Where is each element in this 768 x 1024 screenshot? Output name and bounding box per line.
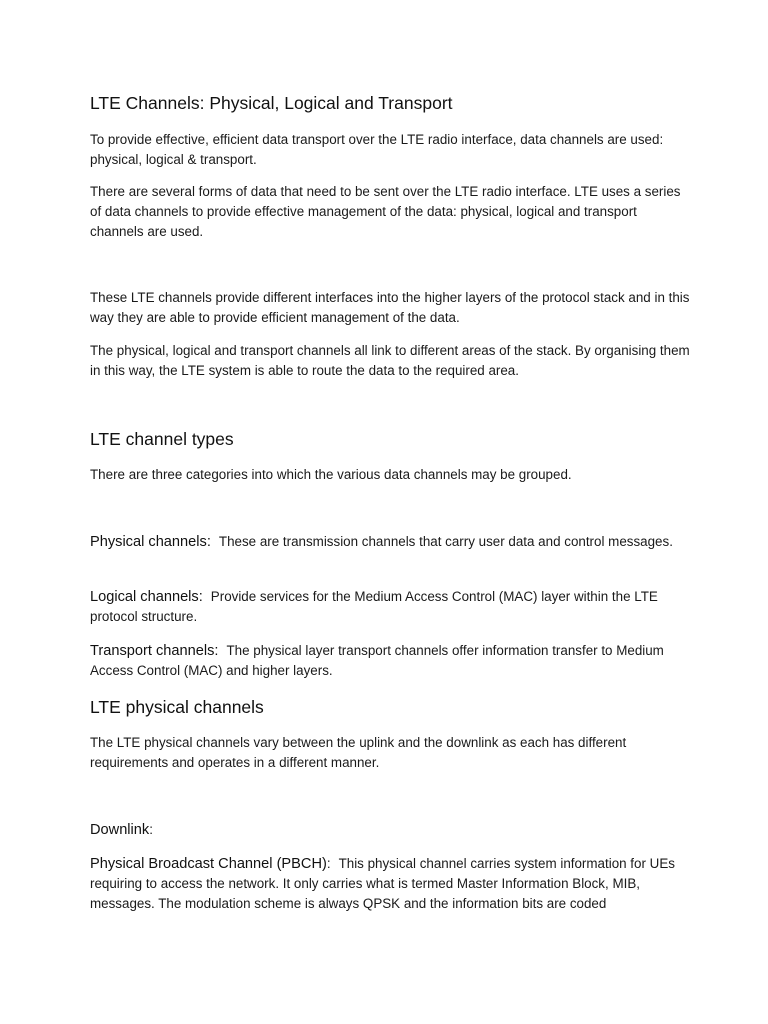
pbch-text: This physical channel carries system information for UEs requiring to access the network. It only carries what is termed Master Information Block, MIB, messages. The modulation scheme is always QPSK and the information bits are coded — [90, 856, 675, 911]
pbch-definition: Physical Broadcast Channel (PBCH): This physical channel carries system information for UEs requiring to access the network. It only carries what is termed Master Information Block, MIB, messages. The modulation scheme is always QPSK and the information bits are coded — [90, 856, 675, 911]
channel-types-paragraph: There are three categories into which the various data channels may be grouped. — [90, 467, 572, 482]
intro-paragraph-3: These LTE channels provide different interfaces into the higher layers of the protocol stack and in this way they are able to provide efficient management of the data. — [90, 290, 690, 325]
transport-channels-definition: Transport channels: The physical layer transport channels offer information transfer to Medium Access Control (MAC) and higher layers. — [90, 643, 664, 678]
transport-channels-text: The physical layer transport channels offer information transfer to Medium Access Control (MAC) and higher layers. — [90, 643, 664, 678]
physical-channels-term: Physical channels — [90, 534, 207, 550]
physical-channels-text: These are transmission channels that carry user data and control messages. — [218, 534, 673, 549]
document-title: LTE Channels: Physical, Logical and Transport — [90, 93, 453, 113]
physical-channels-definition: Physical channels: These are transmission channels that carry user data and control messages. — [90, 534, 673, 550]
logical-channels-text: Provide services for the Medium Access Control (MAC) layer within the LTE protocol structure. — [90, 589, 658, 624]
pbch-term: Physical Broadcast Channel (PBCH) — [90, 856, 327, 872]
downlink-heading: Downlink: — [90, 822, 153, 838]
logical-channels-term: Logical channels — [90, 589, 199, 605]
transport-channels-term: Transport channels — [90, 643, 215, 659]
logical-channels-definition: Logical channels: Provide services for the Medium Access Control (MAC) layer within the LTE protocol structure. — [90, 589, 658, 624]
downlink-label: Downlink — [90, 822, 150, 838]
physical-channels-paragraph: The LTE physical channels vary between the uplink and the downlink as each has different requirements and operates in a different manner. — [90, 735, 627, 770]
intro-paragraph-2: There are several forms of data that need to be sent over the LTE radio interface. LTE uses a series of data channels to provide effective management of the data: physical, logical and transport channels are used. — [90, 184, 681, 239]
section-heading-channel-types: LTE channel types — [90, 429, 234, 449]
intro-paragraph-1: To provide effective, efficient data transport over the LTE radio interface, data channels are used: physical, logical & transport. — [90, 132, 664, 167]
section-heading-physical-channels: LTE physical channels — [90, 697, 264, 717]
intro-paragraph-4: The physical, logical and transport channels all link to different areas of the stack. By organising them in this way, the LTE system is able to route the data to the required area. — [90, 343, 690, 378]
